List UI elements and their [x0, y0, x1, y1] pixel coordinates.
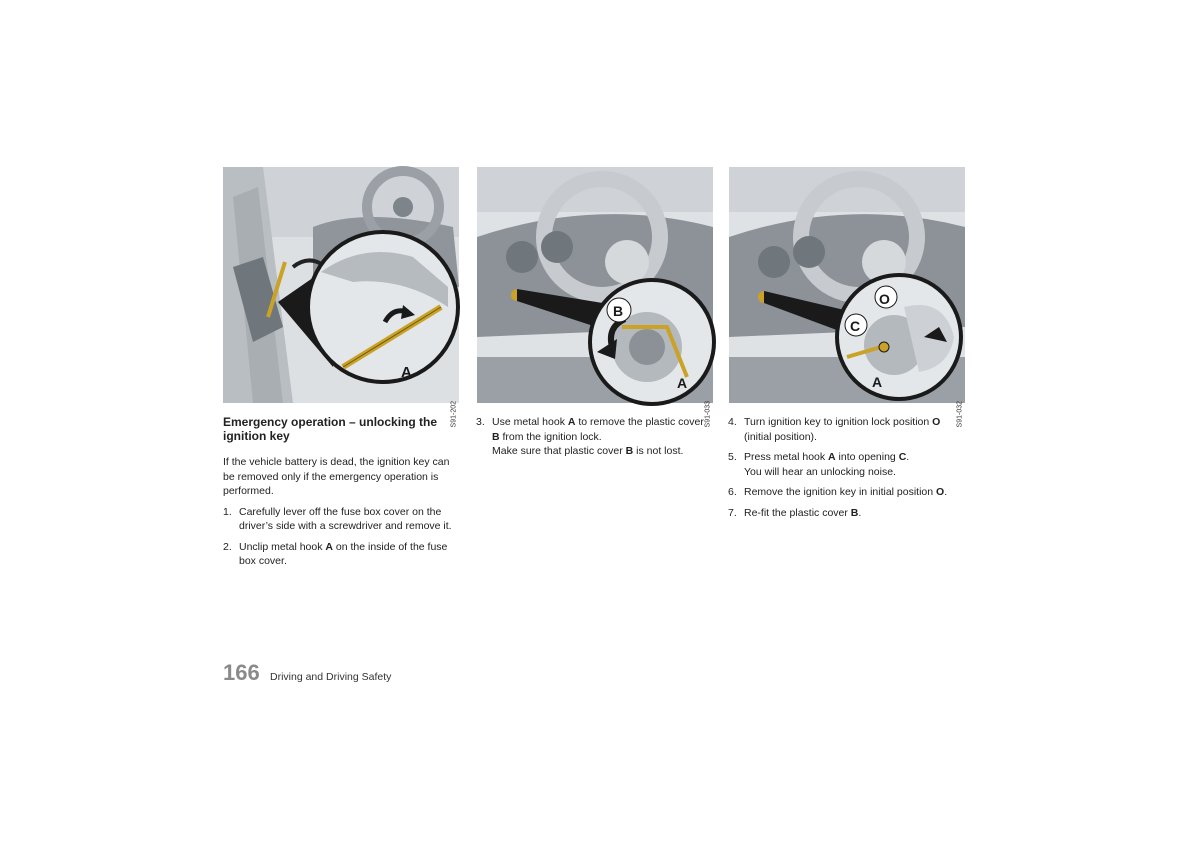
- list-item: [223, 540, 463, 569]
- step-label-ref: A: [325, 540, 333, 553]
- step-number: 4.: [728, 416, 737, 428]
- list-item: [728, 485, 964, 500]
- step-number: 6.: [728, 486, 737, 498]
- figure-code: S91-033: [704, 401, 711, 428]
- step-label-ref: B: [625, 445, 634, 457]
- list-item: [476, 415, 712, 459]
- ignition-lock-illustration: [477, 167, 713, 403]
- step-label-ref: O: [932, 416, 941, 428]
- callout-label: B: [613, 303, 624, 319]
- list-item: [728, 506, 964, 521]
- callout-label: A: [677, 375, 688, 391]
- step-text: .: [906, 451, 910, 463]
- step-text: You will hear an unlocking noise.: [744, 465, 896, 478]
- steps-list: [223, 505, 463, 569]
- step-label-ref: O: [936, 486, 945, 498]
- figure-code: S91-202: [450, 401, 457, 428]
- step-number: 2.: [223, 540, 232, 553]
- step-number: 7.: [728, 506, 737, 519]
- step-text: into opening: [835, 451, 899, 463]
- callout-label: O: [879, 291, 890, 307]
- list-item: [728, 415, 964, 444]
- section-title: Driving and Driving Safety: [270, 671, 392, 683]
- step-text: on the inside of the fuse box cover.: [239, 540, 448, 567]
- ignition-key-illustration: [729, 167, 965, 403]
- list-item: [728, 450, 964, 479]
- figure-code: S91-032: [956, 401, 963, 428]
- steps-list: [476, 415, 712, 459]
- step-text: is not lost.: [633, 445, 684, 457]
- steps-list: [728, 415, 964, 520]
- section-heading: Emergency operation – unlocking the ignition key: [223, 415, 438, 443]
- step-text: Press metal hook: [744, 451, 829, 463]
- step-text: Carefully lever off the fuse box cover on the driver’s side with a screwdriver and remove it.: [239, 505, 452, 532]
- figure-fuse-box-cover: [223, 167, 459, 428]
- step-label-ref: A: [828, 451, 836, 463]
- step-text: Unclip metal hook: [239, 540, 326, 553]
- step-text: Re-fit the plastic cover: [744, 506, 851, 519]
- step-label-ref: A: [567, 416, 576, 428]
- fuse-box-illustration: [223, 167, 459, 403]
- step-text: .: [858, 506, 862, 519]
- step-text: Make sure that plastic cover: [492, 445, 626, 457]
- step-text: Turn ignition key to ignition lock position: [744, 416, 933, 428]
- intro-paragraph: If the vehicle battery is dead, the ignition key can be removed only if the emergency operation is performed.: [223, 456, 450, 497]
- step-text: Remove the ignition key in initial position: [744, 486, 937, 498]
- step-number: 1.: [223, 505, 232, 518]
- column-1: [223, 415, 463, 575]
- column-2: [476, 415, 712, 465]
- callout-label: C: [850, 318, 861, 334]
- step-text: .: [944, 486, 948, 498]
- callout-label: A: [872, 374, 883, 390]
- page-number: 166: [223, 660, 260, 685]
- step-text: (initial position).: [744, 430, 817, 443]
- list-item: [223, 505, 463, 534]
- column-3: [728, 415, 964, 526]
- step-label-ref: B: [850, 506, 859, 519]
- callout-label: A: [401, 364, 412, 381]
- step-text: Use metal hook: [492, 416, 568, 428]
- step-text: to remove the plastic cover: [575, 416, 704, 428]
- step-label-ref: C: [898, 451, 907, 463]
- step-number: 5.: [728, 451, 737, 463]
- step-number: 3.: [476, 416, 485, 428]
- step-text: from the ignition lock.: [499, 430, 602, 443]
- step-label-ref: B: [492, 430, 500, 443]
